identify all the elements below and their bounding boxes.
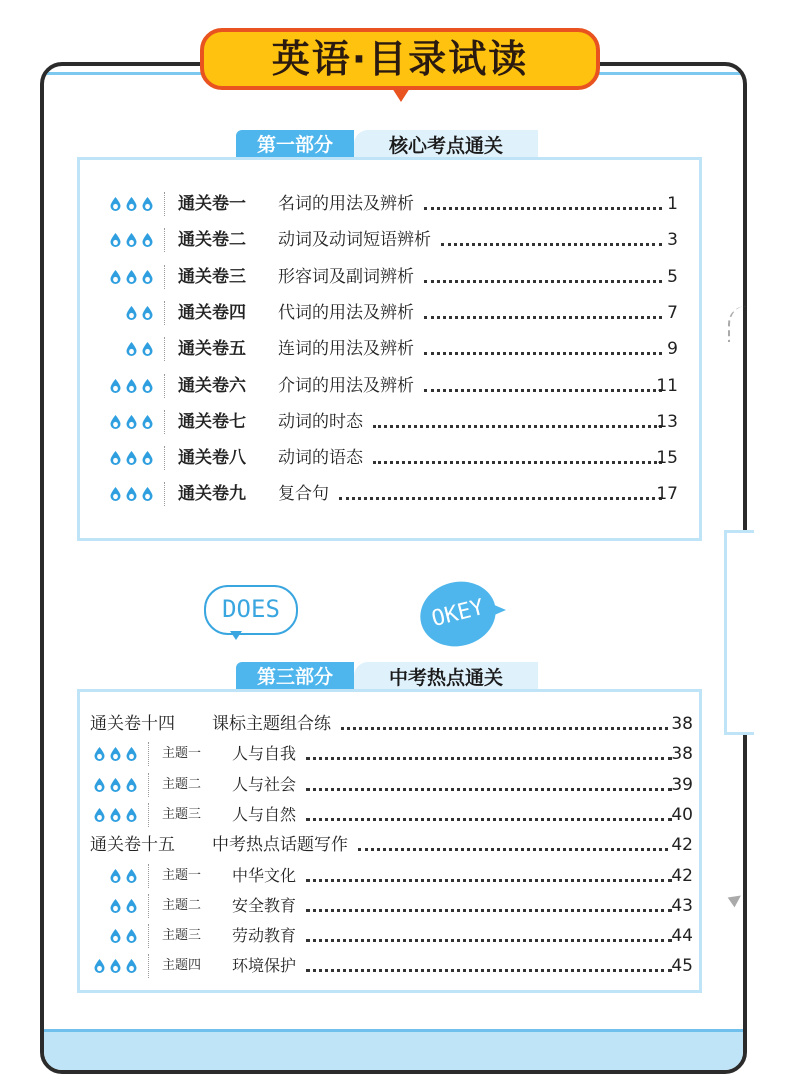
- chapter-label: 通关卷二: [178, 230, 246, 251]
- page-number: 39: [671, 774, 693, 795]
- water-drop-icon: [126, 197, 137, 211]
- topic-title: 人与社会: [232, 774, 297, 794]
- water-drop-icon: [110, 270, 121, 284]
- page-number: 15: [656, 448, 678, 469]
- divider: [148, 742, 149, 766]
- water-drop-icon: [126, 899, 137, 913]
- chapter-label: 通关卷七: [178, 411, 246, 432]
- page-number: 42: [671, 865, 693, 886]
- toc-row: [80, 335, 699, 363]
- toc-row: [80, 299, 699, 327]
- chapter-topic: 动词的时态: [278, 411, 363, 432]
- water-drop-icon: [94, 747, 105, 761]
- page-number: 7: [667, 302, 678, 323]
- title-pointer-icon: [392, 88, 410, 102]
- water-drop-icon: [94, 959, 105, 973]
- dot-leader: [373, 425, 662, 428]
- toc-row: [80, 372, 699, 400]
- toc-row-volume: [80, 710, 699, 738]
- water-drop-icon: [126, 929, 137, 943]
- chapter-label: 通关卷五: [178, 339, 246, 360]
- toc-row: [80, 480, 699, 508]
- water-drop-icon: [110, 451, 121, 465]
- water-drop-icon: [126, 451, 137, 465]
- divider: [164, 374, 165, 398]
- dot-leader: [424, 316, 662, 319]
- volume-label: 通关卷十四: [90, 714, 175, 734]
- section-title: 核心考点通关: [354, 130, 538, 160]
- dot-leader: [306, 879, 672, 882]
- dot-leader: [306, 969, 672, 972]
- page-number: 1: [667, 194, 678, 214]
- toc-row-topic: [80, 892, 699, 920]
- section-tab-part3: [236, 662, 538, 692]
- water-drop-icon: [110, 233, 121, 247]
- water-drop-icon: [110, 778, 121, 792]
- toc-row: [80, 226, 699, 254]
- dot-leader: [424, 207, 662, 210]
- toc-row: [80, 408, 699, 436]
- water-drop-icon: [142, 233, 153, 247]
- topic-label: 主题三: [162, 806, 202, 822]
- section-title: 中考热点通关: [354, 662, 538, 692]
- toc-row-topic: [80, 771, 699, 799]
- topic-label: 主题二: [162, 897, 202, 913]
- dot-leader: [424, 352, 662, 355]
- water-drop-icon: [126, 869, 137, 883]
- page-number: 17: [656, 484, 678, 505]
- water-drop-icon: [142, 415, 153, 429]
- dot-leader: [441, 243, 662, 246]
- divider: [148, 894, 149, 918]
- page-number: 38: [671, 714, 693, 734]
- page-number: 43: [671, 895, 693, 916]
- page-number: 11: [656, 375, 678, 396]
- chapter-label: 通关卷六: [178, 375, 246, 396]
- sticker-does: DOES: [204, 585, 298, 635]
- water-drop-icon: [110, 197, 121, 211]
- sticker-okey: OKEY: [413, 574, 502, 654]
- chapter-label: 通关卷九: [178, 484, 246, 505]
- dot-leader: [341, 727, 668, 730]
- topic-title: 人与自我: [232, 744, 297, 764]
- water-drop-icon: [142, 270, 153, 284]
- chapter-label: 通关卷四: [178, 302, 246, 323]
- page-number: 42: [671, 835, 693, 856]
- chapter-topic: 介词的用法及辨析: [278, 375, 414, 396]
- dot-leader: [306, 818, 672, 821]
- toc-row: [80, 190, 699, 218]
- volume-label: 通关卷十五: [90, 835, 175, 856]
- decorative-side-panel: [724, 530, 754, 735]
- water-drop-icon: [110, 747, 121, 761]
- toc-row-topic: [80, 922, 699, 950]
- topic-title: 环境保护: [232, 956, 297, 976]
- chapter-topic: 复合句: [278, 484, 329, 505]
- topic-label: 主题一: [162, 746, 202, 762]
- water-drop-icon: [142, 487, 153, 501]
- topic-label: 主题四: [162, 958, 202, 974]
- page-number: 40: [671, 804, 693, 825]
- page-number: 45: [671, 956, 693, 977]
- page-number: 38: [671, 744, 693, 765]
- toc-row-topic: [80, 740, 699, 768]
- chapter-topic: 形容词及副词辨析: [278, 266, 414, 287]
- page-number: 3: [667, 230, 678, 251]
- dot-leader: [373, 461, 662, 464]
- dot-leader: [306, 939, 672, 942]
- water-drop-icon: [142, 379, 153, 393]
- toc-row-topic: [80, 862, 699, 890]
- dot-leader: [306, 757, 672, 760]
- water-drop-icon: [126, 747, 137, 761]
- divider: [148, 864, 149, 888]
- chapter-topic: 连词的用法及辨析: [278, 339, 414, 360]
- section-number: 第三部分: [236, 662, 354, 692]
- divider: [148, 803, 149, 827]
- water-drop-icon: [94, 778, 105, 792]
- speech-tail-icon: [492, 604, 506, 616]
- water-drop-icon: [126, 415, 137, 429]
- page-number: 13: [656, 411, 678, 432]
- chapter-topic: 代词的用法及辨析: [278, 302, 414, 323]
- topic-title: 劳动教育: [232, 926, 297, 946]
- divider: [164, 192, 165, 216]
- water-drop-icon: [126, 778, 137, 792]
- chapter-label: 通关卷三: [178, 266, 246, 287]
- water-drop-icon: [126, 306, 137, 320]
- toc-row-topic: [80, 952, 699, 980]
- topic-title: 中华文化: [232, 865, 297, 885]
- water-drop-icon: [110, 379, 121, 393]
- section-tab-part1: [236, 130, 538, 160]
- topic-label: 主题一: [162, 867, 202, 883]
- water-drop-icon: [142, 451, 153, 465]
- topic-label: 主题三: [162, 928, 202, 944]
- water-drop-icon: [126, 270, 137, 284]
- water-drop-icon: [126, 379, 137, 393]
- chapter-topic: 动词的语态: [278, 448, 363, 469]
- water-drop-icon: [110, 869, 121, 883]
- chapter-label: 通关卷一: [178, 194, 246, 214]
- topic-title: 中考热点话题写作: [212, 835, 348, 856]
- topic-title: 课标主题组合练: [212, 714, 331, 734]
- divider: [148, 924, 149, 948]
- dot-leader: [424, 389, 662, 392]
- dot-leader: [306, 788, 672, 791]
- divider: [164, 265, 165, 289]
- divider: [164, 301, 165, 325]
- water-drop-icon: [126, 342, 137, 356]
- page-number: 5: [667, 266, 678, 287]
- toc-box-part1: [77, 157, 702, 541]
- water-drop-icon: [126, 233, 137, 247]
- divider: [148, 773, 149, 797]
- page-number: 44: [671, 926, 693, 947]
- toc-box-part3: [77, 689, 702, 993]
- chapter-label: 通关卷八: [178, 448, 246, 469]
- toc-row: [80, 444, 699, 472]
- speech-tail-icon: [230, 631, 242, 640]
- divider: [164, 482, 165, 506]
- divider: [164, 446, 165, 470]
- water-drop-icon: [142, 197, 153, 211]
- water-drop-icon: [110, 929, 121, 943]
- divider: [164, 410, 165, 434]
- water-drop-icon: [94, 808, 105, 822]
- toc-row-volume: [80, 831, 699, 859]
- topic-label: 主题二: [162, 776, 202, 792]
- page-title: 英语·目录试读: [200, 28, 600, 90]
- divider: [164, 337, 165, 361]
- dot-leader: [424, 280, 662, 283]
- dot-leader: [339, 497, 662, 500]
- water-drop-icon: [110, 808, 121, 822]
- water-drop-icon: [126, 959, 137, 973]
- topic-title: 安全教育: [232, 895, 297, 915]
- frame-bottom-band: [44, 1029, 743, 1070]
- topic-title: 人与自然: [232, 804, 297, 824]
- water-drop-icon: [110, 415, 121, 429]
- divider: [148, 954, 149, 978]
- dot-leader: [358, 848, 668, 851]
- chapter-topic: 动词及动词短语辨析: [278, 230, 431, 251]
- water-drop-icon: [110, 487, 121, 501]
- water-drop-icon: [142, 342, 153, 356]
- chapter-topic: 名词的用法及辨析: [278, 194, 414, 214]
- toc-row-topic: [80, 801, 699, 829]
- water-drop-icon: [110, 959, 121, 973]
- water-drop-icon: [126, 808, 137, 822]
- section-number: 第一部分: [236, 130, 354, 160]
- divider: [164, 228, 165, 252]
- page-number: 9: [667, 339, 678, 360]
- toc-row: [80, 263, 699, 291]
- water-drop-icon: [126, 487, 137, 501]
- water-drop-icon: [110, 899, 121, 913]
- dot-leader: [306, 909, 672, 912]
- water-drop-icon: [142, 306, 153, 320]
